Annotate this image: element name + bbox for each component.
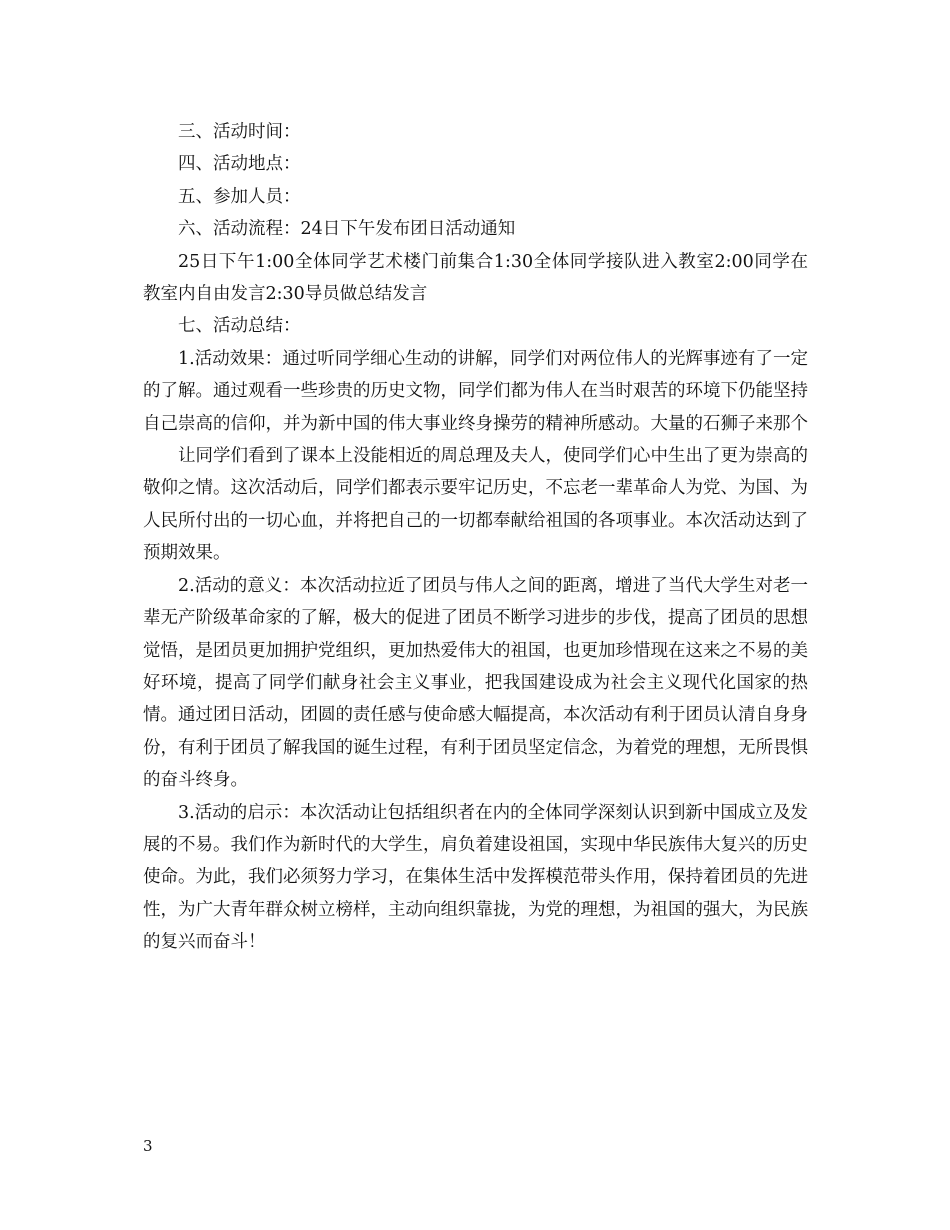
page-number: 3 (143, 1137, 153, 1155)
paragraph-schedule: 25日下午1:00全体同学艺术楼门前集合1:30全体同学接队进入教室2:00同学在教室内自由发言2:30导员做总结发言 (143, 251, 808, 305)
paragraph-summary-heading: 七、活动总结： (178, 316, 301, 337)
paragraph-inspiration: 3.活动的启示：本次活动让包括组织者在内的全体同学深刻认识到新中国成立及发展的不易。我们作为新时代的大学生，肩负着建设祖国，实现中华民族伟大复兴的历史使命。为此，我们必须努力学习，在集体生活中发挥模范带头作用，保持着团员的先进性，为广大青年群众树立榜样，主动向组织靠拢，为党的理想，为祖国的强大，为民族的复兴而奋斗！ (143, 802, 808, 953)
paragraph-significance: 2.活动的意义：本次活动拉近了团员与伟人之间的距离，增进了当代大学生对老一辈无产阶级革命家的了解，极大的促进了团员不断学习进步的步伐，提高了团员的思想觉悟，是团员更加拥护党组织，更加热爱伟大的祖国，也更加珍惜现在这来之不易的美好环境，提高了同学们献身社会主义事业，把我国建设成为社会主义现代化国家的热情。通过团日活动，团圆的责任感与使命感大幅提高，本次活动有利于团员认清自身身份，有利于团员了解我国的诞生过程，有利于团员坚定信念，为着党的理想，无所畏惧的奋斗终身。 (143, 575, 808, 791)
paragraph-activity-time: 三、活动时间： (178, 122, 301, 142)
paragraph-participants: 五、参加人员： (178, 186, 301, 207)
paragraph-activity-location: 四、活动地点： (178, 154, 301, 175)
paragraph-effect-continued: 让同学们看到了课本上没能相近的周总理及夫人，使同学们心中生出了更为崇高的敬仰之情。这次活动后，同学们都表示要牢记历史，不忘老一辈革命人为党、为国、为人民所付出的一切心血，并将把自己的一切都奉献给祖国的各项事业。本次活动达到了预期效果。 (143, 446, 808, 564)
document-body (143, 116, 808, 959)
paragraph-activity-process: 六、活动流程：24日下午发布团日活动通知 (178, 219, 516, 240)
paragraph-effect: 1.活动效果：通过听同学细心生动的讲解，同学们对两位伟人的光辉事迹有了一定的了解。通过观看一些珍贵的历史文物，同学们都为伟人在当时艰苦的环境下仍能坚持自己崇高的信仰，并为新中国的伟大事业终身操劳的精神所感动。大量的石狮子来那个 (143, 348, 808, 434)
